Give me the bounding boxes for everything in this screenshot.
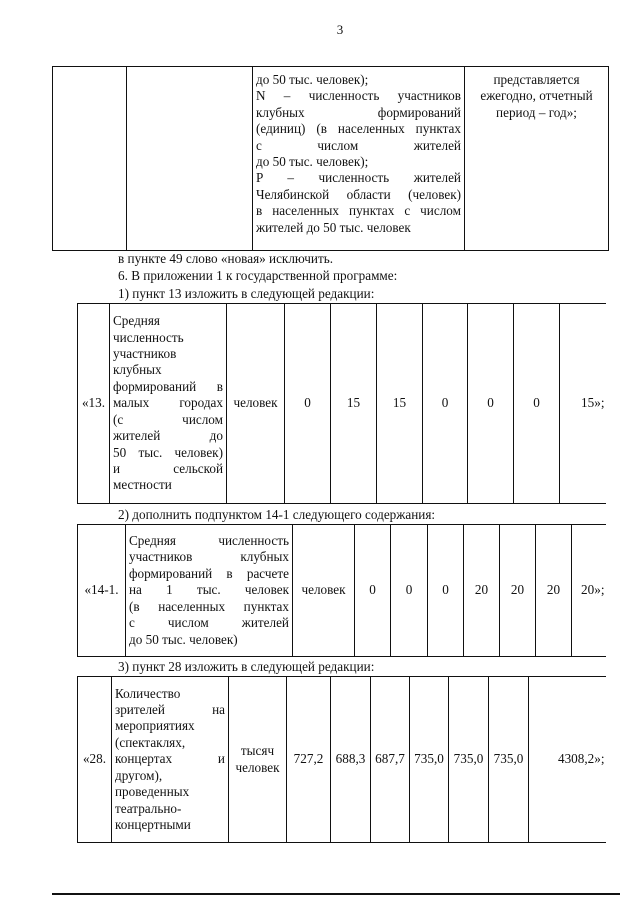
name-line: участников клубных xyxy=(129,549,289,565)
page-number: 3 xyxy=(336,22,344,37)
paragraph: 3) пункт 28 изложить в следующей редакции: xyxy=(118,659,375,674)
value-cell: 4308,2»; xyxy=(529,677,606,843)
unit-line: человек xyxy=(235,759,280,775)
formula-line: Челябинской области (человек) xyxy=(256,186,461,202)
value-cell: 687,7 xyxy=(371,677,410,843)
value-cell: 20»; xyxy=(572,525,606,657)
name-line: на 1 тыс. человек xyxy=(129,582,289,598)
indicator-name xyxy=(110,304,227,504)
name-line: (в населенных пунктах xyxy=(129,598,289,614)
value-cell: 727,2 xyxy=(287,677,331,843)
name-line: другом), xyxy=(115,767,163,783)
indicator-formula-table xyxy=(52,66,609,251)
formula-description xyxy=(253,67,465,251)
name-line: (с числом xyxy=(113,411,223,427)
value-cell: 20 xyxy=(500,525,536,657)
row-28-table xyxy=(77,676,606,843)
unit-line: тысяч xyxy=(240,743,275,759)
name-line: зрителей на xyxy=(115,702,225,718)
period-description xyxy=(465,67,609,251)
row-14-1-table xyxy=(77,524,606,657)
period-line: представляется xyxy=(493,72,580,87)
unit-cell: человек xyxy=(227,304,285,504)
name-line: местности xyxy=(113,477,172,493)
formula-line: N – численность участников xyxy=(256,88,461,104)
name-line: мероприятиях xyxy=(115,718,195,734)
period-line: ежегодно, отчетный xyxy=(480,88,593,104)
value-cell: 0 xyxy=(468,304,514,504)
name-line: жителей до xyxy=(113,428,223,444)
name-line: концертах и xyxy=(115,751,225,767)
indicator-name xyxy=(112,677,229,843)
value-cell: 735,0 xyxy=(449,677,489,843)
name-line: и сельской xyxy=(113,460,223,476)
row-number: «13. xyxy=(78,304,110,504)
value-cell: 688,3 xyxy=(331,677,371,843)
value-cell: 0 xyxy=(355,525,391,657)
formula-line: клубных формирований xyxy=(256,104,461,120)
name-line: 50 тыс. человек) xyxy=(113,444,223,460)
value-cell: 15»; xyxy=(560,304,606,504)
name-line: Количество xyxy=(115,685,181,701)
value-cell: 15 xyxy=(377,304,423,504)
row-number: «28. xyxy=(78,677,112,843)
name-line: (спектаклях, xyxy=(115,734,186,750)
name-line: до 50 тыс. человек) xyxy=(129,631,238,647)
name-line: участников xyxy=(113,346,177,362)
indicator-name xyxy=(126,525,293,657)
name-line: малых городах xyxy=(113,395,223,411)
name-line: формирований в расчете xyxy=(129,565,289,581)
name-line: формирований в xyxy=(113,378,223,394)
paragraph: 6. В приложении 1 к государственной программе: xyxy=(118,268,398,283)
value-cell: 20 xyxy=(464,525,500,657)
value-cell: 20 xyxy=(536,525,572,657)
value-cell: 0 xyxy=(423,304,468,504)
value-cell: 735,0 xyxy=(410,677,449,843)
value-cell: 0 xyxy=(285,304,331,504)
name-line: Средняя xyxy=(113,313,160,329)
name-line: Средняя численность xyxy=(129,533,289,549)
name-line: численность xyxy=(113,329,184,345)
empty-cell xyxy=(53,67,127,251)
empty-cell xyxy=(127,67,253,251)
unit-cell: человек xyxy=(293,525,355,657)
formula-line: до 50 тыс. человек); xyxy=(256,72,369,87)
page-bottom-line xyxy=(52,893,620,895)
name-line: проведенных xyxy=(115,784,190,800)
paragraph: 1) пункт 13 изложить в следующей редакции: xyxy=(118,286,375,301)
paragraph: 2) дополнить подпунктом 14-1 следующего содержания: xyxy=(118,507,436,522)
formula-line: (единиц) (в населенных пунктах xyxy=(256,121,461,137)
value-cell: 0 xyxy=(514,304,560,504)
row-number: «14-1. xyxy=(78,525,126,657)
formula-line: с числом жителей xyxy=(256,137,461,153)
row-13-table xyxy=(77,303,606,504)
name-line: с числом жителей xyxy=(129,615,289,631)
value-cell: 15 xyxy=(331,304,377,504)
name-line: театрально- xyxy=(115,800,182,816)
unit-cell xyxy=(229,677,287,843)
paragraph: в пункте 49 слово «новая» исключить. xyxy=(118,251,334,266)
value-cell: 0 xyxy=(428,525,464,657)
name-line: концертными xyxy=(115,816,191,832)
period-line: период – год»; xyxy=(496,104,577,120)
formula-line: до 50 тыс. человек); xyxy=(256,154,369,170)
value-cell: 735,0 xyxy=(489,677,529,843)
value-cell: 0 xyxy=(391,525,428,657)
formula-line: P – численность жителей xyxy=(256,170,461,186)
formula-line: жителей до 50 тыс. человек xyxy=(256,219,411,235)
name-line: клубных xyxy=(113,362,162,378)
formula-line: в населенных пунктах с числом xyxy=(256,203,461,219)
